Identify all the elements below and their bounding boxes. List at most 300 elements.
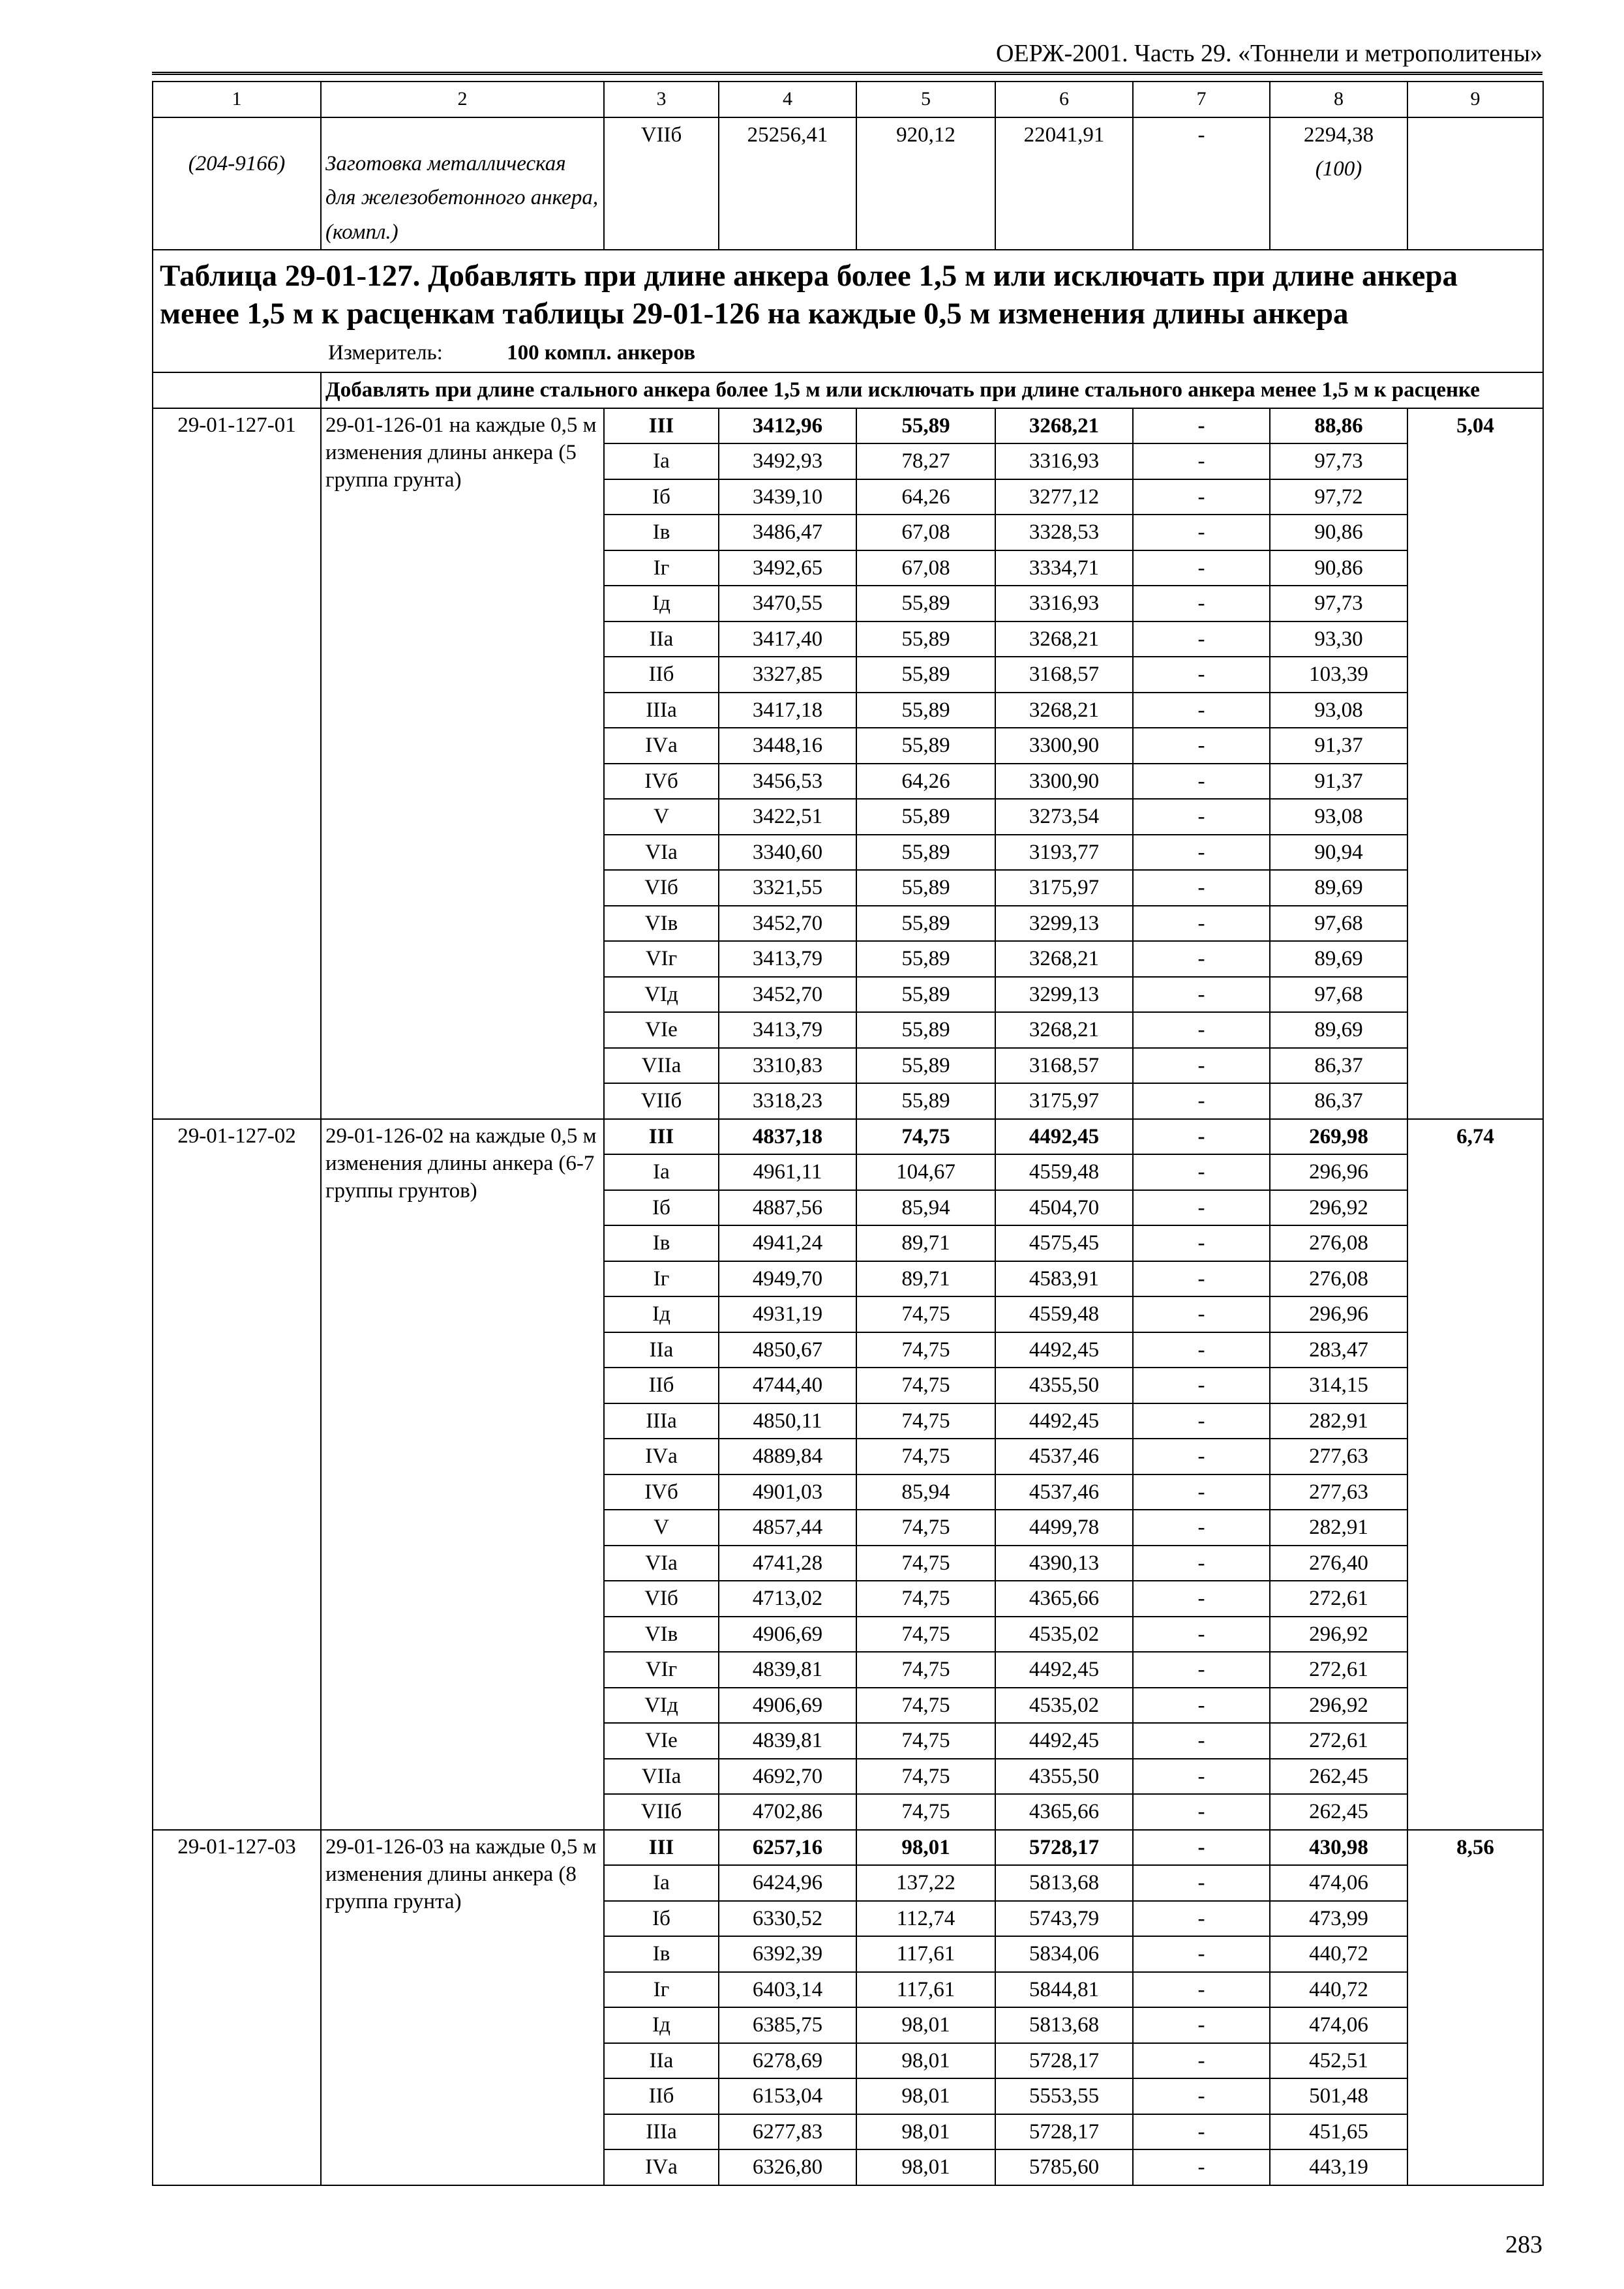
machine-cost-cell: 4492,45 — [995, 1723, 1133, 1759]
materials-cell: 276,40 — [1270, 1546, 1407, 1581]
driver-wage-cell: - — [1133, 835, 1270, 871]
region-cell: V — [604, 1510, 719, 1546]
direct-cost-cell: 3492,93 — [719, 443, 856, 479]
driver-wage-cell: - — [1133, 1403, 1270, 1439]
materials-cell: 314,15 — [1270, 1368, 1407, 1403]
direct-cost-cell: 3448,16 — [719, 728, 856, 764]
region-cell: VIа — [604, 1546, 719, 1581]
materials-cell: 443,19 — [1270, 2149, 1407, 2185]
driver-wage-cell: - — [1133, 1012, 1270, 1048]
wage-cell: 55,89 — [856, 728, 995, 764]
driver-wage-cell: - — [1133, 906, 1270, 942]
region-cell: III — [604, 1119, 719, 1155]
column-number: 2 — [321, 82, 604, 117]
wage-cell: 85,94 — [856, 1190, 995, 1226]
material-c5: 920,12 — [856, 117, 995, 250]
region-cell: IVа — [604, 1439, 719, 1474]
region-cell: Iб — [604, 1190, 719, 1226]
direct-cost-cell: 4850,11 — [719, 1403, 856, 1439]
machine-cost-cell: 5813,68 — [995, 2007, 1133, 2043]
region-cell: IVб — [604, 764, 719, 800]
meter-line — [160, 338, 1536, 368]
direct-cost-cell: 4906,69 — [719, 1688, 856, 1724]
driver-wage-cell: - — [1133, 1723, 1270, 1759]
driver-wage-cell: - — [1133, 1652, 1270, 1688]
wage-cell: 74,75 — [856, 1296, 995, 1332]
wage-cell: 98,01 — [856, 1830, 995, 1866]
materials-cell: 272,61 — [1270, 1723, 1407, 1759]
machine-cost-cell: 5728,17 — [995, 2043, 1133, 2079]
materials-cell: 276,08 — [1270, 1225, 1407, 1261]
direct-cost-cell: 3439,10 — [719, 479, 856, 515]
region-cell: IVа — [604, 2149, 719, 2185]
machine-cost-cell: 3168,57 — [995, 1048, 1133, 1084]
machine-cost-cell: 4365,66 — [995, 1794, 1133, 1830]
materials-cell: 473,99 — [1270, 1901, 1407, 1937]
wage-cell: 55,89 — [856, 799, 995, 835]
machine-cost-cell: 5728,17 — [995, 2114, 1133, 2150]
region-cell: Iб — [604, 479, 719, 515]
materials-cell: 89,69 — [1270, 1012, 1407, 1048]
materials-cell: 262,45 — [1270, 1759, 1407, 1795]
driver-wage-cell: - — [1133, 586, 1270, 621]
wage-cell: 89,71 — [856, 1225, 995, 1261]
page-header-title: ОЕРЖ-2001. Часть 29. «Тоннели и метрополитены» — [995, 40, 1542, 67]
materials-cell: 296,92 — [1270, 1190, 1407, 1226]
driver-wage-cell: - — [1133, 870, 1270, 906]
material-name: Заготовка металлическая для железобетонного анкера, (компл.) — [321, 117, 604, 250]
driver-wage-cell: - — [1133, 479, 1270, 515]
direct-cost-cell: 6392,39 — [719, 1936, 856, 1972]
wage-cell: 137,22 — [856, 1865, 995, 1901]
driver-wage-cell: - — [1133, 977, 1270, 1013]
material-code: (204-9166) — [153, 117, 321, 250]
direct-cost-cell: 3417,18 — [719, 693, 856, 728]
driver-wage-cell: - — [1133, 1972, 1270, 2008]
wage-cell: 112,74 — [856, 1901, 995, 1937]
machine-cost-cell: 4355,50 — [995, 1759, 1133, 1795]
materials-cell: 296,92 — [1270, 1688, 1407, 1724]
materials-cell: 501,48 — [1270, 2078, 1407, 2114]
table-title-cell — [153, 250, 1543, 372]
region-cell: Iд — [604, 1296, 719, 1332]
driver-wage-cell: - — [1133, 1083, 1270, 1119]
machine-cost-cell: 4535,02 — [995, 1617, 1133, 1653]
driver-wage-cell: - — [1133, 1510, 1270, 1546]
machine-cost-cell: 4537,46 — [995, 1474, 1133, 1510]
direct-cost-cell: 6326,80 — [719, 2149, 856, 2185]
machine-cost-cell: 4355,50 — [995, 1368, 1133, 1403]
rate-code: 29-01-127-02 — [153, 1119, 321, 1830]
wage-cell: 55,89 — [856, 835, 995, 871]
wage-cell: 67,08 — [856, 550, 995, 586]
driver-wage-cell: - — [1133, 1261, 1270, 1297]
driver-wage-cell: - — [1133, 621, 1270, 657]
machine-cost-cell: 4559,48 — [995, 1154, 1133, 1190]
materials-cell: 93,08 — [1270, 693, 1407, 728]
column-number: 8 — [1270, 82, 1407, 117]
materials-cell: 91,37 — [1270, 728, 1407, 764]
direct-cost-cell: 3413,79 — [719, 1012, 856, 1048]
header-rule — [152, 72, 1542, 75]
wage-cell: 74,75 — [856, 1119, 995, 1155]
direct-cost-cell: 6403,14 — [719, 1972, 856, 2008]
region-cell: VIIа — [604, 1759, 719, 1795]
driver-wage-cell: - — [1133, 1296, 1270, 1332]
materials-cell: 474,06 — [1270, 1865, 1407, 1901]
driver-wage-cell: - — [1133, 2149, 1270, 2185]
machine-cost-cell: 5553,55 — [995, 2078, 1133, 2114]
region-cell: VIIб — [604, 1083, 719, 1119]
driver-wage-cell: - — [1133, 515, 1270, 550]
direct-cost-cell: 6278,69 — [719, 2043, 856, 2079]
materials-cell: 440,72 — [1270, 1972, 1407, 2008]
materials-cell: 296,96 — [1270, 1154, 1407, 1190]
direct-cost-cell: 4839,81 — [719, 1652, 856, 1688]
column-number: 7 — [1133, 82, 1270, 117]
materials-cell: 103,39 — [1270, 657, 1407, 693]
materials-cell: 88,86 — [1270, 408, 1407, 444]
materials-cell: 97,73 — [1270, 443, 1407, 479]
machine-cost-cell: 3268,21 — [995, 1012, 1133, 1048]
column-number: 6 — [995, 82, 1133, 117]
region-cell: IIб — [604, 657, 719, 693]
direct-cost-cell: 4744,40 — [719, 1368, 856, 1403]
machine-cost-cell: 3316,93 — [995, 586, 1133, 621]
materials-cell: 93,08 — [1270, 799, 1407, 835]
materials-cell: 272,61 — [1270, 1581, 1407, 1617]
region-cell: IIIа — [604, 2114, 719, 2150]
region-cell: VIб — [604, 870, 719, 906]
direct-cost-cell: 3327,85 — [719, 657, 856, 693]
materials-cell: 97,73 — [1270, 586, 1407, 621]
region-cell: Iа — [604, 1154, 719, 1190]
driver-wage-cell: - — [1133, 550, 1270, 586]
direct-cost-cell: 4901,03 — [719, 1474, 856, 1510]
wage-cell: 55,89 — [856, 1083, 995, 1119]
machine-cost-cell: 4504,70 — [995, 1190, 1133, 1226]
direct-cost-cell: 4949,70 — [719, 1261, 856, 1297]
rate-description: 29-01-126-03 на каждые 0,5 м изменения длины анкера (8 группа грунта) — [321, 1830, 604, 2185]
region-cell: VIг — [604, 1652, 719, 1688]
machine-cost-cell: 3268,21 — [995, 693, 1133, 728]
wage-cell: 74,75 — [856, 1688, 995, 1724]
material-region: VIIб — [604, 117, 719, 250]
materials-cell: 262,45 — [1270, 1794, 1407, 1830]
table-row — [153, 408, 1543, 444]
machine-cost-cell: 3175,97 — [995, 870, 1133, 906]
add-text-row — [153, 372, 1543, 408]
machine-cost-cell: 3300,90 — [995, 728, 1133, 764]
driver-wage-cell: - — [1133, 657, 1270, 693]
region-cell: VIб — [604, 1581, 719, 1617]
region-cell: VIд — [604, 977, 719, 1013]
wage-cell: 74,75 — [856, 1439, 995, 1474]
machine-cost-cell: 4575,45 — [995, 1225, 1133, 1261]
wage-cell: 55,89 — [856, 693, 995, 728]
direct-cost-cell: 3486,47 — [719, 515, 856, 550]
material-c9 — [1407, 117, 1543, 250]
driver-wage-cell: - — [1133, 1368, 1270, 1403]
direct-cost-cell: 4941,24 — [719, 1225, 856, 1261]
wage-cell: 74,75 — [856, 1723, 995, 1759]
machine-cost-cell: 3316,93 — [995, 443, 1133, 479]
materials-cell: 451,65 — [1270, 2114, 1407, 2150]
direct-cost-cell: 3470,55 — [719, 586, 856, 621]
materials-cell: 89,69 — [1270, 870, 1407, 906]
materials-cell: 277,63 — [1270, 1439, 1407, 1474]
table-title-row — [153, 250, 1543, 372]
wage-cell: 55,89 — [856, 906, 995, 942]
rates-table — [152, 81, 1544, 2186]
material-c8-value: 2294,38 — [1303, 123, 1374, 147]
region-cell: VIе — [604, 1723, 719, 1759]
direct-cost-cell: 4857,44 — [719, 1510, 856, 1546]
wage-cell: 98,01 — [856, 2114, 995, 2150]
direct-cost-cell: 3456,53 — [719, 764, 856, 800]
machine-cost-cell: 3300,90 — [995, 764, 1133, 800]
region-cell: IVб — [604, 1474, 719, 1510]
machine-cost-cell: 4390,13 — [995, 1546, 1133, 1581]
region-cell: IVа — [604, 728, 719, 764]
direct-cost-cell: 4702,86 — [719, 1794, 856, 1830]
material-c7: - — [1133, 117, 1270, 250]
wage-cell: 117,61 — [856, 1936, 995, 1972]
machine-cost-cell: 5813,68 — [995, 1865, 1133, 1901]
direct-cost-cell: 6153,04 — [719, 2078, 856, 2114]
wage-cell: 74,75 — [856, 1332, 995, 1368]
driver-wage-cell: - — [1133, 2043, 1270, 2079]
materials-cell: 90,86 — [1270, 515, 1407, 550]
materials-cell: 272,61 — [1270, 1652, 1407, 1688]
driver-wage-cell: - — [1133, 2078, 1270, 2114]
driver-wage-cell: - — [1133, 1048, 1270, 1084]
direct-cost-cell: 6257,16 — [719, 1830, 856, 1866]
direct-cost-cell: 3452,70 — [719, 977, 856, 1013]
direct-cost-cell: 3492,65 — [719, 550, 856, 586]
materials-cell: 276,08 — [1270, 1261, 1407, 1297]
direct-cost-cell: 3340,60 — [719, 835, 856, 871]
region-cell: IIIа — [604, 1403, 719, 1439]
direct-cost-cell: 3417,40 — [719, 621, 856, 657]
wage-cell: 85,94 — [856, 1474, 995, 1510]
wage-cell: 74,75 — [856, 1368, 995, 1403]
wage-cell: 74,75 — [856, 1794, 995, 1830]
region-cell: III — [604, 1830, 719, 1866]
materials-cell: 91,37 — [1270, 764, 1407, 800]
region-cell: VIг — [604, 941, 719, 977]
machine-cost-cell: 3328,53 — [995, 515, 1133, 550]
direct-cost-cell: 4961,11 — [719, 1154, 856, 1190]
materials-cell: 452,51 — [1270, 2043, 1407, 2079]
region-cell: Iв — [604, 1225, 719, 1261]
driver-wage-cell: - — [1133, 764, 1270, 800]
wage-cell: 117,61 — [856, 1972, 995, 2008]
region-cell: Iг — [604, 1261, 719, 1297]
driver-wage-cell: - — [1133, 1688, 1270, 1724]
wage-cell: 55,89 — [856, 870, 995, 906]
machine-cost-cell: 3299,13 — [995, 977, 1133, 1013]
materials-cell: 97,68 — [1270, 906, 1407, 942]
meter-label: Измеритель: — [328, 341, 443, 365]
direct-cost-cell: 3413,79 — [719, 941, 856, 977]
materials-cell: 277,63 — [1270, 1474, 1407, 1510]
wage-cell: 67,08 — [856, 515, 995, 550]
wage-cell: 55,89 — [856, 657, 995, 693]
driver-wage-cell: - — [1133, 1154, 1270, 1190]
wage-cell: 98,01 — [856, 2078, 995, 2114]
materials-cell: 283,47 — [1270, 1332, 1407, 1368]
driver-wage-cell: - — [1133, 1546, 1270, 1581]
wage-cell: 64,26 — [856, 479, 995, 515]
wage-cell: 74,75 — [856, 1759, 995, 1795]
wage-cell: 55,89 — [856, 1048, 995, 1084]
direct-cost-cell: 3318,23 — [719, 1083, 856, 1119]
machine-cost-cell: 3273,54 — [995, 799, 1133, 835]
driver-wage-cell: - — [1133, 1830, 1270, 1866]
region-cell: III — [604, 408, 719, 444]
wage-cell: 74,75 — [856, 1546, 995, 1581]
rate-code: 29-01-127-01 — [153, 408, 321, 1119]
region-cell: IIIа — [604, 693, 719, 728]
direct-cost-cell: 4931,19 — [719, 1296, 856, 1332]
machine-cost-cell: 4492,45 — [995, 1119, 1133, 1155]
direct-cost-cell: 4692,70 — [719, 1759, 856, 1795]
machine-cost-cell: 5728,17 — [995, 1830, 1133, 1866]
machine-cost-cell: 4492,45 — [995, 1403, 1133, 1439]
wage-cell: 98,01 — [856, 2007, 995, 2043]
materials-cell: 474,06 — [1270, 2007, 1407, 2043]
wage-cell: 74,75 — [856, 1510, 995, 1546]
region-cell: Iг — [604, 1972, 719, 2008]
wage-cell: 98,01 — [856, 2149, 995, 2185]
machine-cost-cell: 5834,06 — [995, 1936, 1133, 1972]
machine-cost-cell: 5844,81 — [995, 1972, 1133, 2008]
region-cell: Iа — [604, 1865, 719, 1901]
machine-cost-cell: 3175,97 — [995, 1083, 1133, 1119]
wage-cell: 78,27 — [856, 443, 995, 479]
region-cell: IIб — [604, 1368, 719, 1403]
machine-cost-cell: 5785,60 — [995, 2149, 1133, 2185]
direct-cost-cell: 4839,81 — [719, 1723, 856, 1759]
driver-wage-cell: - — [1133, 1225, 1270, 1261]
region-cell: IIа — [604, 1332, 719, 1368]
driver-wage-cell: - — [1133, 1439, 1270, 1474]
region-cell: V — [604, 799, 719, 835]
direct-cost-cell: 6385,75 — [719, 2007, 856, 2043]
wage-cell: 55,89 — [856, 586, 995, 621]
column-number: 5 — [856, 82, 995, 117]
region-cell: IIб — [604, 2078, 719, 2114]
wage-cell: 104,67 — [856, 1154, 995, 1190]
region-cell: VIе — [604, 1012, 719, 1048]
material-c8 — [1270, 117, 1407, 250]
direct-cost-cell: 3321,55 — [719, 870, 856, 906]
machine-cost-cell: 3299,13 — [995, 906, 1133, 942]
direct-cost-cell: 4713,02 — [719, 1581, 856, 1617]
region-cell: Iд — [604, 2007, 719, 2043]
add-text-blank — [153, 372, 321, 408]
materials-cell: 269,98 — [1270, 1119, 1407, 1155]
column-numbers-row — [153, 82, 1543, 117]
materials-cell: 89,69 — [1270, 941, 1407, 977]
labor-cost-cell: 6,74 — [1407, 1119, 1543, 1830]
wage-cell: 74,75 — [856, 1652, 995, 1688]
material-row — [153, 117, 1543, 250]
wage-cell: 55,89 — [856, 977, 995, 1013]
direct-cost-cell: 4850,67 — [719, 1332, 856, 1368]
column-number: 9 — [1407, 82, 1543, 117]
region-cell: Iг — [604, 550, 719, 586]
region-cell: VIIа — [604, 1048, 719, 1084]
region-cell: Iб — [604, 1901, 719, 1937]
direct-cost-cell: 6330,52 — [719, 1901, 856, 1937]
region-cell: VIв — [604, 906, 719, 942]
materials-cell: 440,72 — [1270, 1936, 1407, 1972]
driver-wage-cell: - — [1133, 1332, 1270, 1368]
machine-cost-cell: 4499,78 — [995, 1510, 1133, 1546]
rate-description: 29-01-126-02 на каждые 0,5 м изменения длины анкера (6-7 группы грунтов) — [321, 1119, 604, 1830]
region-cell: VIв — [604, 1617, 719, 1653]
wage-cell: 74,75 — [856, 1403, 995, 1439]
direct-cost-cell: 6424,96 — [719, 1865, 856, 1901]
materials-cell: 86,37 — [1270, 1048, 1407, 1084]
region-cell: Iа — [604, 443, 719, 479]
region-cell: Iв — [604, 1936, 719, 1972]
region-cell: VIд — [604, 1688, 719, 1724]
materials-cell: 282,91 — [1270, 1510, 1407, 1546]
wage-cell: 74,75 — [856, 1581, 995, 1617]
machine-cost-cell: 4559,48 — [995, 1296, 1133, 1332]
machine-cost-cell: 3268,21 — [995, 408, 1133, 444]
direct-cost-cell: 6277,83 — [719, 2114, 856, 2150]
driver-wage-cell: - — [1133, 1581, 1270, 1617]
driver-wage-cell: - — [1133, 1474, 1270, 1510]
machine-cost-cell: 3168,57 — [995, 657, 1133, 693]
machine-cost-cell: 3268,21 — [995, 621, 1133, 657]
driver-wage-cell: - — [1133, 1936, 1270, 1972]
direct-cost-cell: 3452,70 — [719, 906, 856, 942]
machine-cost-cell: 3277,12 — [995, 479, 1133, 515]
driver-wage-cell: - — [1133, 1794, 1270, 1830]
rate-description: 29-01-126-01 на каждые 0,5 м изменения длины анкера (5 группа грунта) — [321, 408, 604, 1119]
column-number: 4 — [719, 82, 856, 117]
region-cell: IIа — [604, 2043, 719, 2079]
driver-wage-cell: - — [1133, 1901, 1270, 1937]
rate-code: 29-01-127-03 — [153, 1830, 321, 2185]
region-cell: VIа — [604, 835, 719, 871]
materials-cell: 296,92 — [1270, 1617, 1407, 1653]
driver-wage-cell: - — [1133, 941, 1270, 977]
machine-cost-cell: 5743,79 — [995, 1901, 1133, 1937]
machine-cost-cell: 3334,71 — [995, 550, 1133, 586]
direct-cost-cell: 4741,28 — [719, 1546, 856, 1581]
driver-wage-cell: - — [1133, 2007, 1270, 2043]
materials-cell: 86,37 — [1270, 1083, 1407, 1119]
region-cell: VIIб — [604, 1794, 719, 1830]
materials-cell: 90,94 — [1270, 835, 1407, 871]
direct-cost-cell: 3412,96 — [719, 408, 856, 444]
material-c4: 25256,41 — [719, 117, 856, 250]
driver-wage-cell: - — [1133, 2114, 1270, 2150]
driver-wage-cell: - — [1133, 693, 1270, 728]
wage-cell: 55,89 — [856, 621, 995, 657]
materials-cell: 296,96 — [1270, 1296, 1407, 1332]
region-cell: Iд — [604, 586, 719, 621]
material-c6: 22041,91 — [995, 117, 1133, 250]
column-number: 3 — [604, 82, 719, 117]
driver-wage-cell: - — [1133, 1759, 1270, 1795]
